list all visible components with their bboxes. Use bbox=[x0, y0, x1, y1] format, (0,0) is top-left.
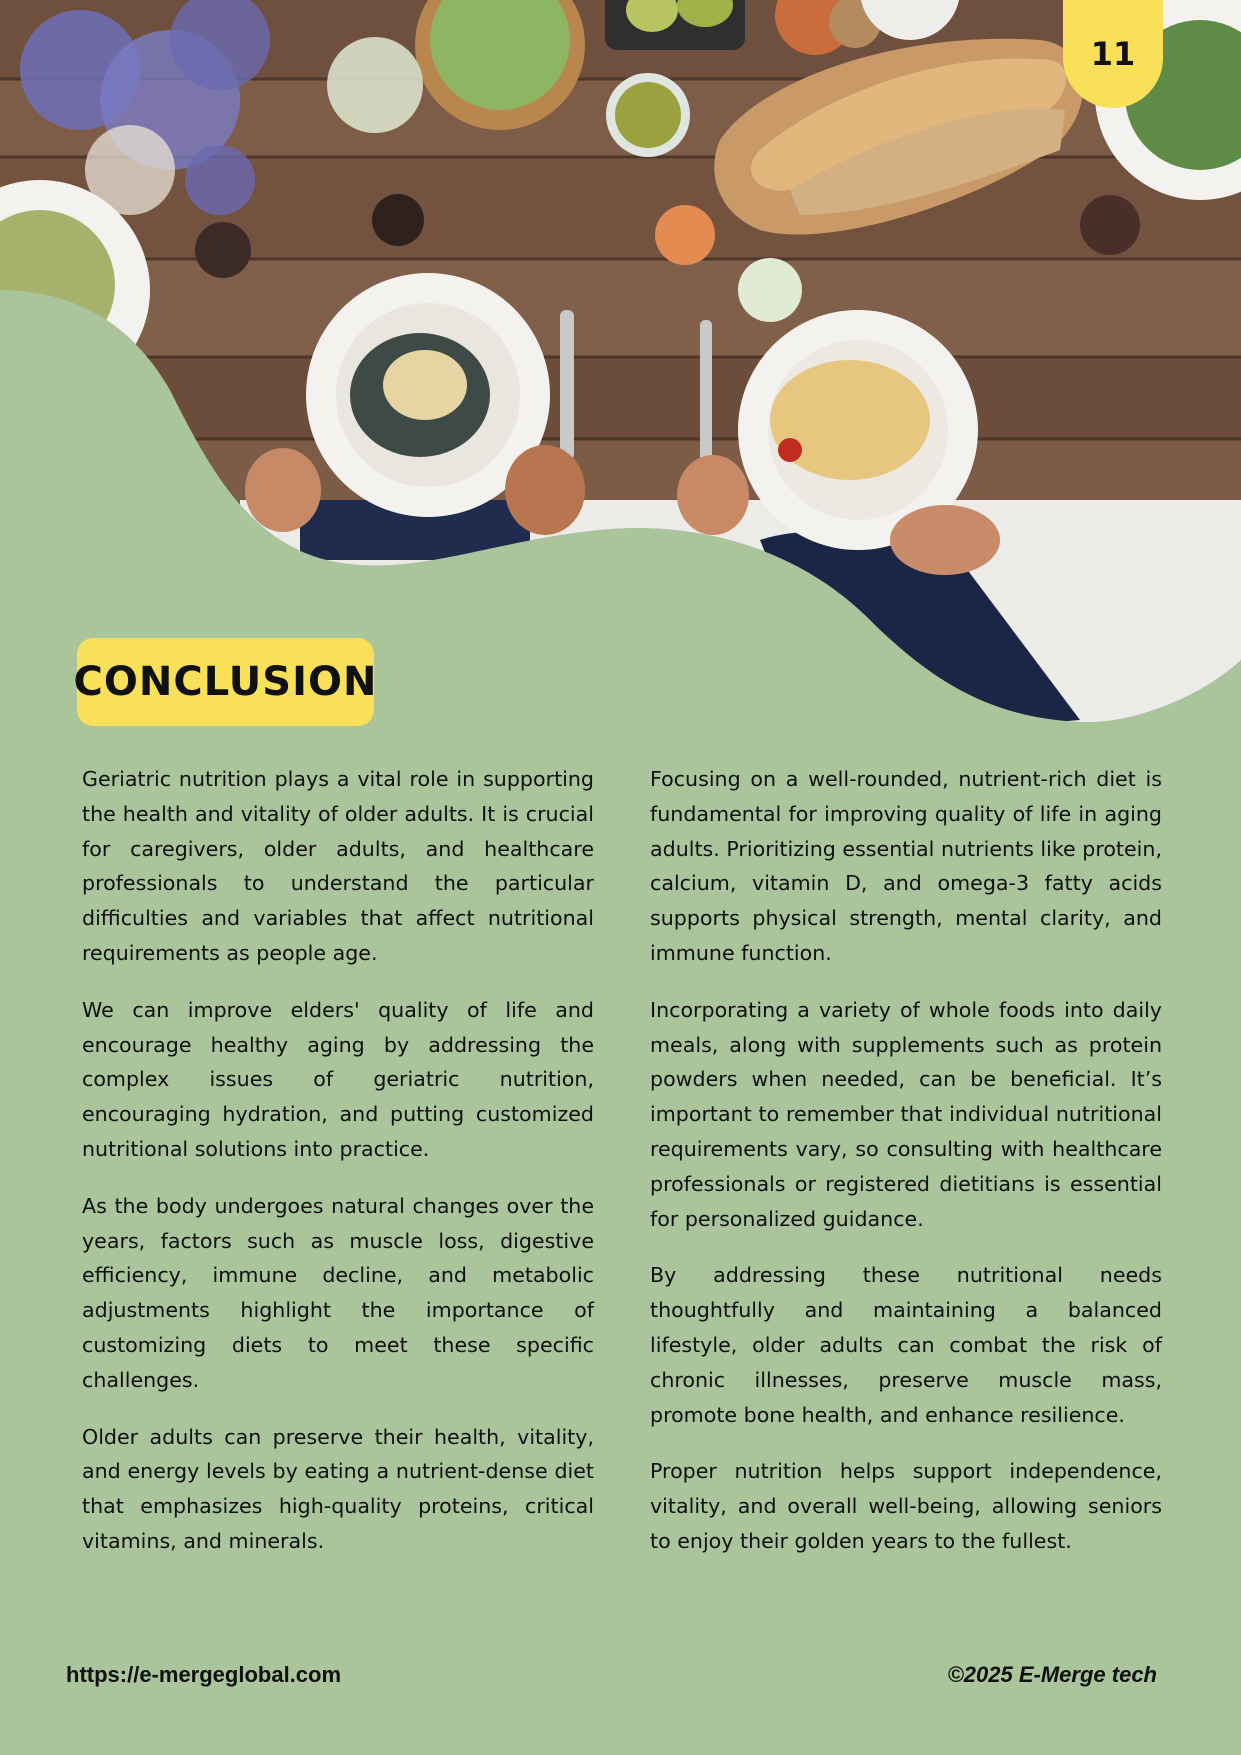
footer-website-link[interactable]: https://e-mergeglobal.com bbox=[66, 1662, 342, 1687]
hero-photo bbox=[0, 0, 1241, 740]
page-number-badge: 11 bbox=[1063, 0, 1163, 108]
footer-copyright: ©2025 E-Merge tech bbox=[947, 1662, 1157, 1687]
paragraph: Proper nutrition helps support independence, vitality, and overall well-being, allowing seniors to enjoy their golden years to the fullest. bbox=[650, 1459, 1162, 1553]
text-column-right bbox=[650, 762, 1162, 1581]
paragraph: Geriatric nutrition plays a vital role in supporting the health and vitality of older adults. It is crucial for caregivers, older adults, and healthcare professionals to understand the particular difficulties and variables that affect nutritional requirements as people age. bbox=[82, 767, 594, 965]
paragraph: As the body undergoes natural changes over the years, factors such as muscle loss, digestive efficiency, immune decline, and metabolic adjustments highlight the importance of customizing diets to meet these specific challenges. bbox=[82, 1193, 594, 1392]
section-title: CONCLUSION bbox=[73, 659, 378, 705]
paragraph: Focusing on a well-rounded, nutrient-rich diet is fundamental for improving quality of life in aging adults. Prioritizing essential nutrients like protein, calcium, vitamin D, and omega-3 fatty acids supports physical strength, mental clarity, and immune function. bbox=[650, 767, 1162, 965]
paragraph: We can improve elders' quality of life and encourage healthy aging by addressing the complex issues of geriatric nutrition, encouraging hydration, and putting customized nutritional solutions into practice. bbox=[82, 997, 594, 1161]
section-title-badge bbox=[73, 638, 378, 726]
paragraph: By addressing these nutritional needs thoughtfully and maintaining a balanced lifestyle, older adults can combat the risk of chronic illnesses, preserve muscle mass, promote bone health, and enhance resilience. bbox=[650, 1263, 1162, 1427]
paragraph: Incorporating a variety of whole foods into daily meals, along with supplements such as protein powders when needed, can be beneficial. It’s important to remember that individual nutritional requirements vary, so consulting with healthcare professionals or registered dietitians is essential for personalized guidance. bbox=[650, 997, 1162, 1231]
text-column-left bbox=[82, 762, 594, 1581]
paragraph: Older adults can preserve their health, vitality, and energy levels by eating a nutrient-dense diet that emphasizes high-quality proteins, critical vitamins, and minerals. bbox=[82, 1424, 594, 1553]
dinner-table-illustration bbox=[0, 0, 1241, 740]
